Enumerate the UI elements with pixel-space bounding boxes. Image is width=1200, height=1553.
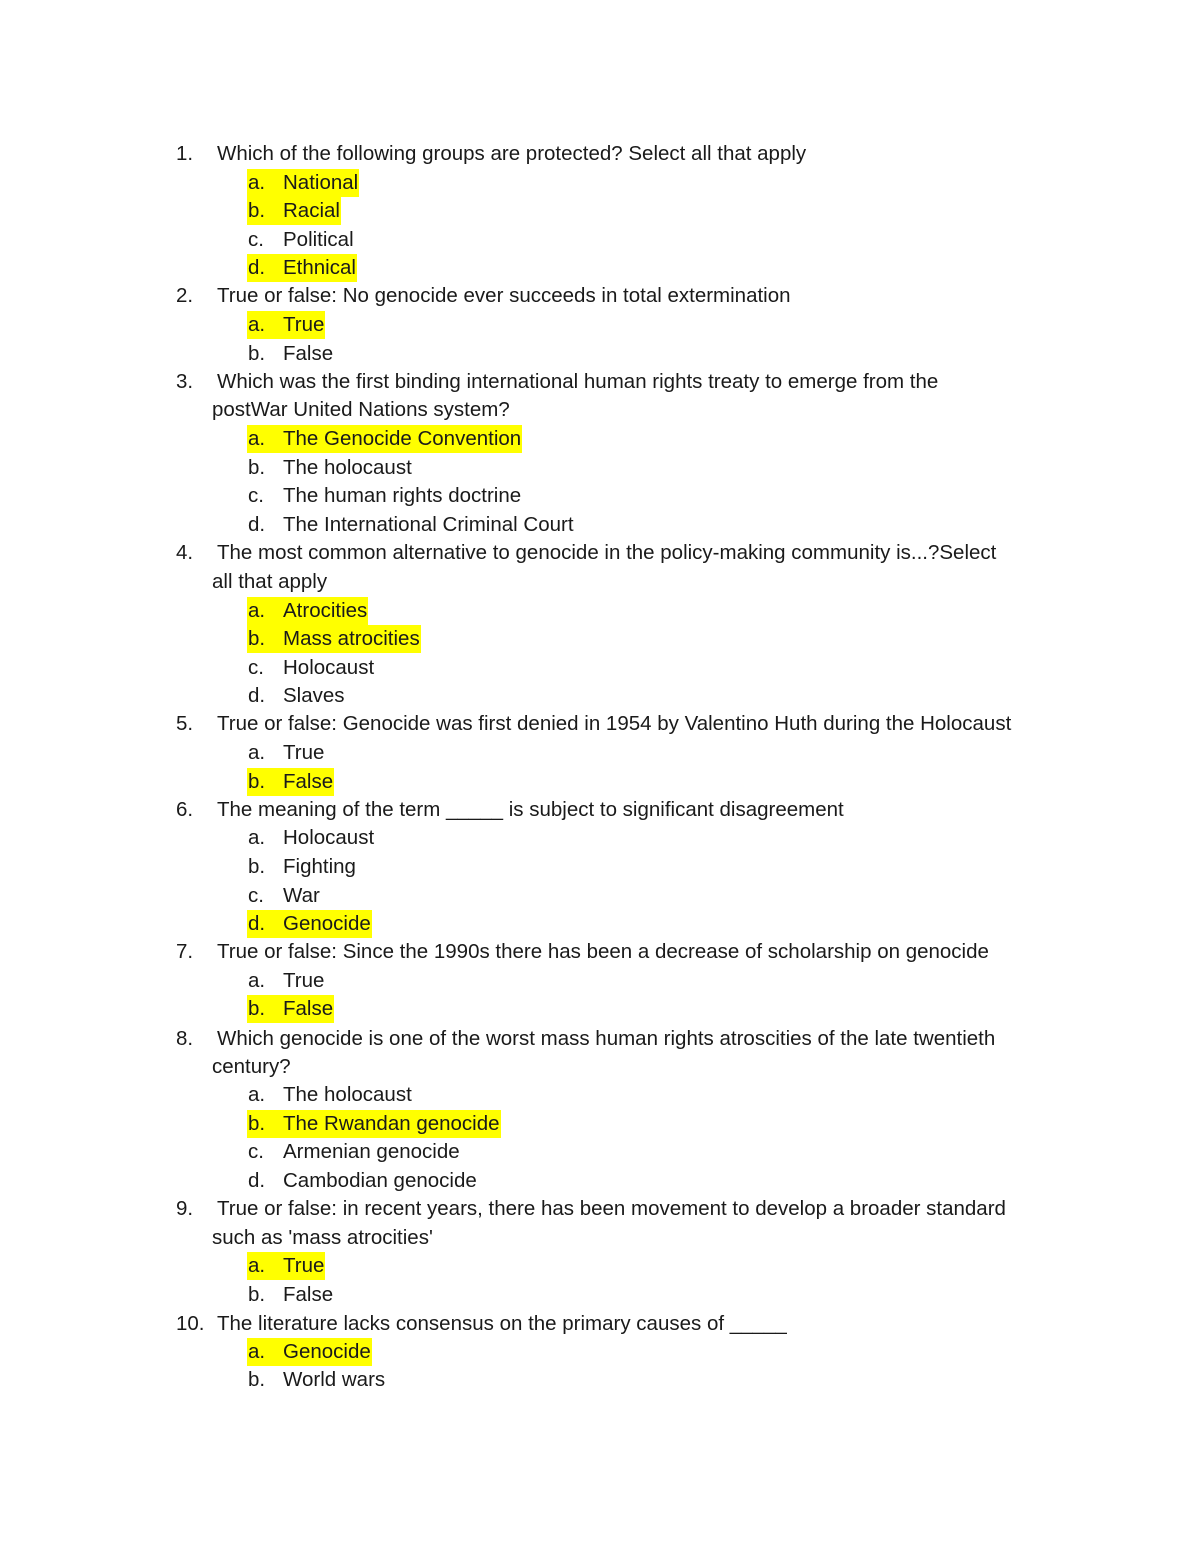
option-letter: a.: [248, 1340, 266, 1363]
option-6a: [247, 824, 375, 852]
option-text: Fighting: [283, 855, 356, 878]
question-number: 8.: [176, 1027, 194, 1050]
question-text: Which was the first binding international human rights treaty to emerge from the: [217, 370, 939, 393]
question-text: The literature lacks consensus on the primary causes of _____: [217, 1312, 787, 1335]
option-text: The holocaust: [283, 1083, 412, 1106]
question-text: Which of the following groups are protected? Select all that apply: [217, 142, 807, 165]
option-2a: [247, 311, 325, 339]
option-6b: [247, 853, 357, 881]
option-text: False: [283, 997, 334, 1020]
question-7: [176, 938, 1076, 966]
option-text: Atrocities: [283, 599, 368, 622]
option-3c: [247, 482, 522, 510]
option-3b: [247, 454, 413, 482]
question-10: [176, 1310, 1076, 1338]
option-9a: [247, 1252, 325, 1280]
question-text: True or false: Since the 1990s there has been a decrease of scholarship on genocide: [217, 940, 989, 963]
question-number: 1.: [176, 142, 194, 165]
option-8a: [247, 1081, 413, 1109]
option-text: False: [283, 770, 334, 793]
option-7b: [247, 995, 334, 1023]
question-2: [176, 282, 1076, 310]
option-2b: [247, 340, 334, 368]
option-8c: [247, 1138, 461, 1166]
option-10a: [247, 1338, 372, 1366]
question-number: 2.: [176, 284, 194, 307]
option-letter: d.: [248, 912, 266, 935]
option-letter: a.: [248, 313, 266, 336]
option-5a: [247, 739, 325, 767]
option-letter: a.: [248, 969, 266, 992]
option-letter: b.: [248, 770, 266, 793]
option-letter: c.: [248, 484, 264, 507]
question-text: True or false: in recent years, there has been movement to develop a broader standard: [217, 1197, 1006, 1220]
option-text: Racial: [283, 199, 340, 222]
option-letter: b.: [248, 627, 266, 650]
option-letter: b.: [248, 342, 266, 365]
question-3: [176, 368, 1076, 396]
option-text: War: [283, 884, 320, 907]
option-1a: [247, 169, 359, 197]
option-letter: a.: [248, 599, 266, 622]
option-text: False: [283, 342, 334, 365]
option-text: The holocaust: [283, 456, 412, 479]
option-3a: [247, 425, 522, 453]
option-letter: d.: [248, 256, 266, 279]
question-text-continued: postWar United Nations system?: [212, 398, 510, 421]
option-letter: c.: [248, 228, 264, 251]
question-4-continued: [212, 568, 1112, 596]
option-letter: b.: [248, 1368, 266, 1391]
option-text: The Rwandan genocide: [283, 1112, 500, 1135]
question-8-continued: [212, 1053, 1112, 1081]
option-text: Slaves: [283, 684, 345, 707]
question-4: [176, 539, 1076, 567]
question-3-continued: [212, 396, 1112, 424]
option-4b: [247, 625, 421, 653]
option-text: True: [283, 741, 325, 764]
question-5: [176, 710, 1076, 738]
option-text: The Genocide Convention: [283, 427, 522, 450]
option-letter: b.: [248, 456, 266, 479]
option-letter: c.: [248, 884, 264, 907]
question-text-continued: all that apply: [212, 570, 328, 593]
question-8: [176, 1025, 1076, 1053]
question-text: The meaning of the term _____ is subject to significant disagreement: [217, 798, 844, 821]
option-letter: c.: [248, 1140, 264, 1163]
question-number: 6.: [176, 798, 194, 821]
option-5b: [247, 768, 334, 796]
option-6d: [247, 910, 372, 938]
option-text: Cambodian genocide: [283, 1169, 477, 1192]
question-9-continued: [212, 1224, 1112, 1252]
option-6c: [247, 882, 321, 910]
option-letter: a.: [248, 1254, 266, 1277]
option-text: The International Criminal Court: [283, 513, 574, 536]
option-text: The human rights doctrine: [283, 484, 522, 507]
option-text: Genocide: [283, 912, 371, 935]
option-text: Political: [283, 228, 354, 251]
option-1c: [247, 226, 355, 254]
option-letter: d.: [248, 1169, 266, 1192]
option-1b: [247, 197, 341, 225]
option-8d: [247, 1167, 478, 1195]
option-text: World wars: [283, 1368, 386, 1391]
option-letter: b.: [248, 1112, 266, 1135]
option-text: Ethnical: [283, 256, 356, 279]
option-text: Genocide: [283, 1340, 371, 1363]
question-text-continued: such as 'mass atrocities': [212, 1226, 433, 1249]
option-letter: c.: [248, 656, 264, 679]
option-letter: a.: [248, 171, 266, 194]
question-6: [176, 796, 1076, 824]
option-letter: a.: [248, 427, 266, 450]
question-number: 9.: [176, 1197, 194, 1220]
option-4c: [247, 654, 375, 682]
option-letter: b.: [248, 997, 266, 1020]
option-1d: [247, 254, 357, 282]
question-text: True or false: No genocide ever succeeds in total extermination: [217, 284, 791, 307]
option-9b: [247, 1281, 334, 1309]
question-9: [176, 1195, 1076, 1223]
question-1: [176, 140, 1076, 168]
option-text: Holocaust: [283, 826, 375, 849]
option-text: Armenian genocide: [283, 1140, 460, 1163]
option-10b: [247, 1366, 386, 1394]
option-text: True: [283, 969, 325, 992]
question-text: The most common alternative to genocide in the policy-making community is...?Select: [217, 541, 997, 564]
question-text: Which genocide is one of the worst mass human rights atroscities of the late twentieth: [217, 1027, 996, 1050]
option-7a: [247, 967, 325, 995]
option-text: True: [283, 313, 325, 336]
option-letter: d.: [248, 513, 266, 536]
question-number: 5.: [176, 712, 194, 735]
option-letter: b.: [248, 1283, 266, 1306]
option-4d: [247, 682, 346, 710]
option-text: True: [283, 1254, 325, 1277]
question-text: True or false: Genocide was first denied in 1954 by Valentino Huth during the Holocaust: [217, 712, 1012, 735]
option-letter: a.: [248, 1083, 266, 1106]
option-letter: a.: [248, 826, 266, 849]
option-letter: b.: [248, 199, 266, 222]
option-text: National: [283, 171, 359, 194]
option-letter: d.: [248, 684, 266, 707]
question-number: 10.: [176, 1312, 205, 1335]
question-text-continued: century?: [212, 1055, 291, 1078]
option-letter: a.: [248, 741, 266, 764]
option-text: Mass atrocities: [283, 627, 420, 650]
option-4a: [247, 597, 368, 625]
option-text: False: [283, 1283, 334, 1306]
option-letter: b.: [248, 855, 266, 878]
question-number: 4.: [176, 541, 194, 564]
option-3d: [247, 511, 575, 539]
question-number: 7.: [176, 940, 194, 963]
option-8b: [247, 1110, 501, 1138]
question-number: 3.: [176, 370, 194, 393]
option-text: Holocaust: [283, 656, 375, 679]
